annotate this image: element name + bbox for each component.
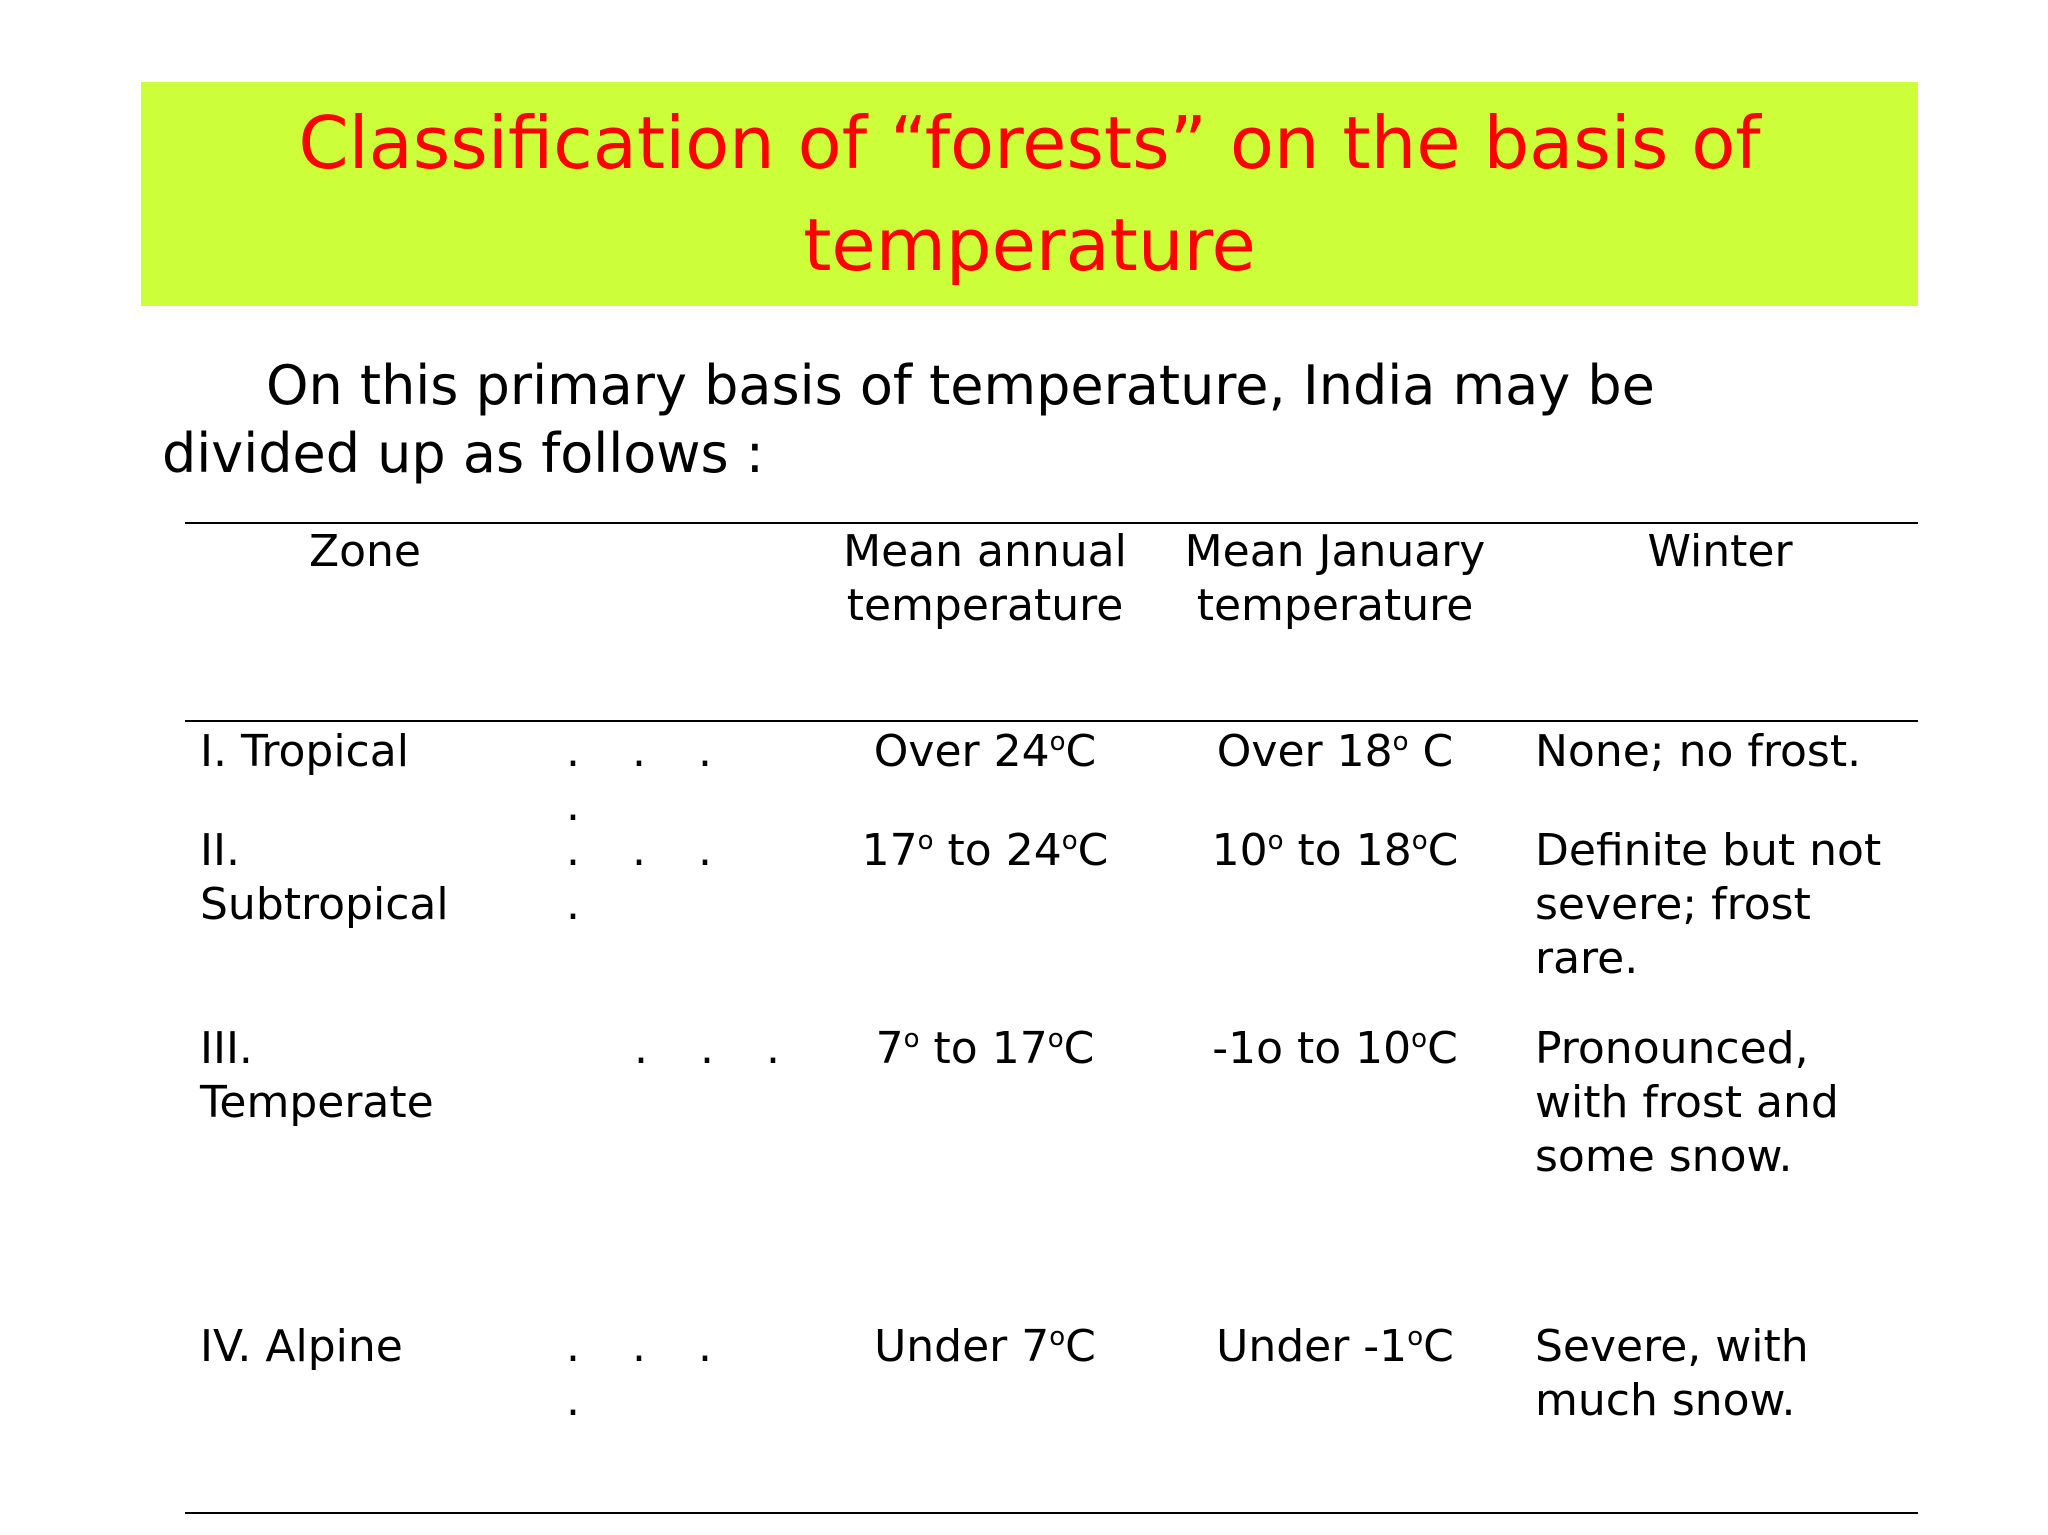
row-3-winter: Pronounced, with frost and some snow. xyxy=(1535,1023,1839,1182)
table-bottom-rule xyxy=(185,1512,1918,1514)
intro-text: On this primary basis of temperature, India may be divided up as follows : xyxy=(162,354,1655,485)
row-2-mean-annual: 17$^o$ to 24$^o$C xyxy=(861,825,1109,876)
row-1-dots: . . .. xyxy=(566,726,712,831)
header-winter: Winter xyxy=(1647,526,1793,577)
row-3-zone: III. Temperate xyxy=(200,1023,434,1128)
row-2-winter: Definite but not severe; frost rare. xyxy=(1535,825,1882,984)
row-3-dots: . . . xyxy=(634,1023,780,1074)
row-2-zone: II. Subtropical xyxy=(200,825,449,930)
header-mean-annual: Mean annual temperature xyxy=(843,526,1127,631)
row-4-mean-january: Under -1$^o$C xyxy=(1216,1321,1454,1372)
row-4-winter: Severe, with much snow. xyxy=(1535,1321,1809,1426)
title-banner xyxy=(141,82,1918,306)
row-1-mean-january: Over 18$^o$ C xyxy=(1216,726,1454,777)
row-1-zone: I. Tropical xyxy=(200,726,409,777)
table-top-rule xyxy=(185,522,1918,524)
slide-title: Classification of “forests” on the basis of temperature xyxy=(298,101,1761,287)
header-zone: Zone xyxy=(308,526,422,577)
row-3-mean-january: -1o to 10$^o$C xyxy=(1212,1023,1458,1074)
row-2-mean-january: 10$^o$ to 18$^o$C xyxy=(1211,825,1459,876)
row-4-mean-annual: Under 7$^o$C xyxy=(874,1321,1096,1372)
row-1-winter: None; no frost. xyxy=(1535,726,1862,777)
row-4-dots: . . .. xyxy=(566,1321,712,1426)
header-mean-january: Mean January temperature xyxy=(1184,526,1486,631)
row-2-dots: . . .. xyxy=(566,825,712,930)
table-header-rule xyxy=(185,720,1918,722)
row-3-mean-annual: 7$^o$ to 17$^o$C xyxy=(875,1023,1095,1074)
row-4-zone: IV. Alpine xyxy=(200,1321,403,1372)
row-1-mean-annual: Over 24$^o$C xyxy=(873,726,1097,777)
